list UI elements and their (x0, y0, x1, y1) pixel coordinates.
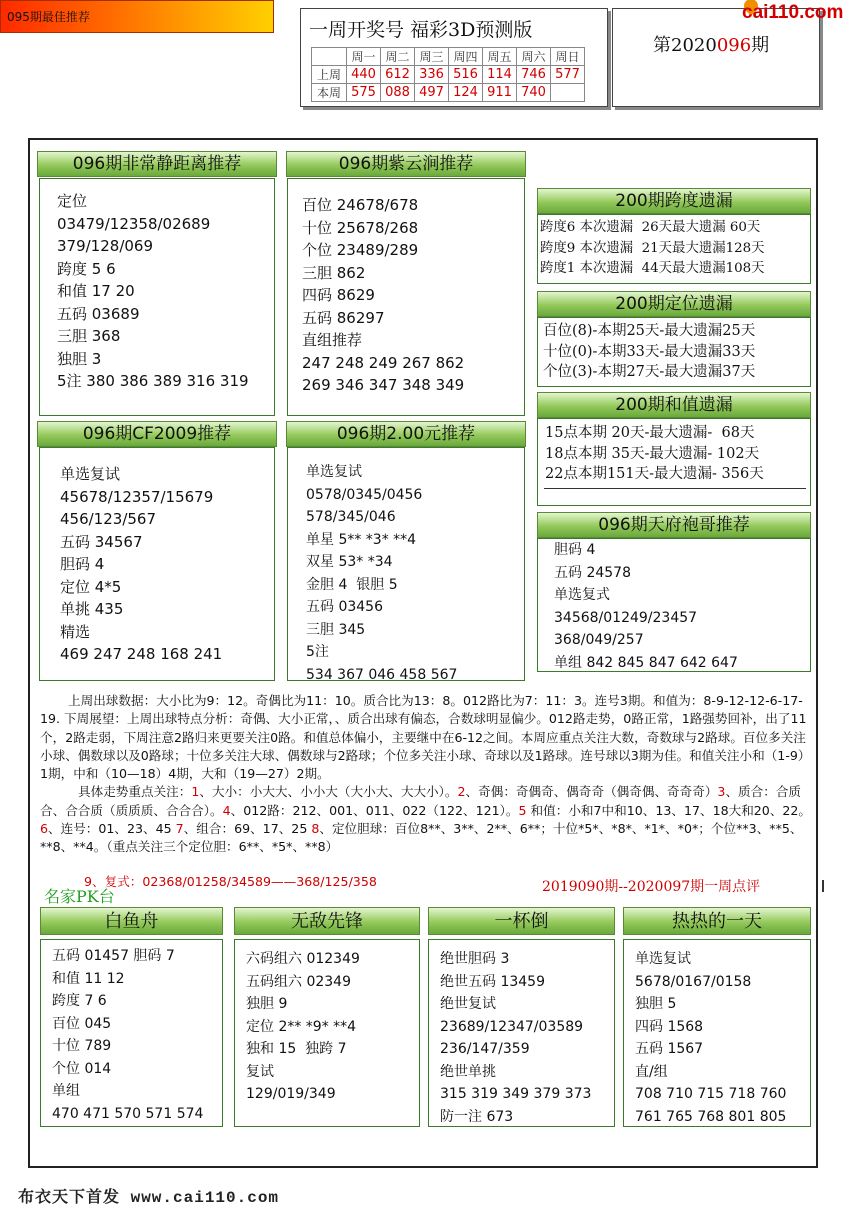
panel-line: 十位(0)-本期33天-最大遗漏33天 (543, 343, 756, 360)
best-pick-banner: 095期最佳推荐 (0, 0, 274, 33)
draw-number: 575 (347, 84, 381, 102)
panel-line: 315 319 349 379 373 (440, 1086, 592, 1102)
panel-line: 百位 24678/678 (302, 196, 419, 214)
panel-line: 独胆 5 (635, 996, 677, 1012)
header-title: 一周开奖号 福彩3D预测版 (309, 19, 533, 41)
draw-number: 577 (551, 66, 585, 84)
panel-title: 096期紫云涧推荐 (286, 151, 526, 177)
panel-line: 跨度 5 6 (57, 259, 116, 278)
panel-line: 761 765 768 801 805 (635, 1108, 787, 1125)
panel-line: 个位 23489/289 (302, 241, 419, 259)
draw-number: 746 (517, 66, 551, 84)
panel-line: 四码 8629 (302, 286, 375, 304)
panel-line: 十位 25678/268 (302, 218, 419, 237)
panel-line: 双星 53* *34 (306, 554, 393, 570)
row-label: 本周 (312, 84, 347, 102)
pk-card-title: 白鱼舟 (40, 907, 223, 935)
panel-line: 防一注 673 (440, 1108, 514, 1125)
panel-line: 定位 (57, 192, 88, 210)
draw-number: 497 (415, 84, 449, 102)
panel-title: 096期2.00元推荐 (286, 421, 526, 447)
panel-line: 绝世胆码 3 (440, 951, 510, 967)
panel-line: 22点本期151天-最大遗漏- 356天 (545, 466, 764, 482)
panel-line: 胆码 4 (60, 555, 105, 573)
panel-kuadu-body (540, 218, 765, 280)
panel-title: 096期非常静距离推荐 (37, 151, 277, 177)
pk-period: 2019090期--2020097期一周点评 (542, 879, 761, 895)
item-number: 2 (457, 784, 466, 800)
fushi-line: 9、复式：02368/01258/34589——368/125/358 (84, 874, 377, 889)
panel-line: 五码 24578 (554, 564, 631, 581)
panel-line: 和值 17 20 (57, 282, 135, 300)
issue-number: 第2020096期 (653, 35, 770, 56)
panel-line: 单选复式 (554, 587, 610, 603)
panel-ziyunjian-body (302, 194, 464, 397)
panel-line: 236/147/359 (440, 1041, 530, 1057)
panel-title: 200期跨度遗漏 (537, 188, 811, 214)
panel-line: 百位 045 (52, 1015, 112, 1032)
day-label: 周五 (483, 48, 517, 66)
panel-title: 200期定位遗漏 (537, 291, 811, 317)
draw-number: 124 (449, 84, 483, 102)
panel-line: 18点本期 35天-最大遗漏- 102天 (545, 445, 760, 462)
panel-line: 456/123/567 (60, 510, 156, 528)
panel-yuan2-body (306, 461, 457, 686)
panel-line: 470 471 570 571 574 (52, 1105, 204, 1122)
trend-analysis (40, 692, 812, 857)
panel-line: 跨度1 本次遗漏 44天最大遗漏108天 (540, 261, 765, 276)
panel-line: 15点本期 20天-最大遗漏- 68天 (545, 425, 755, 441)
panel-line: 534 367 046 458 567 (306, 666, 458, 683)
panel-line: 绝世复试 (440, 996, 496, 1012)
row-label: 上周 (312, 66, 347, 84)
panel-line: 五码 34567 (60, 532, 143, 551)
panel-line: 四码 1568 (635, 1018, 704, 1035)
panel-line: 六码组六 012349 (246, 951, 360, 967)
panel-line: 23689/12347/03589 (440, 1018, 584, 1035)
panel-line: 五码 03456 (306, 599, 383, 615)
panel-line: 379/128/069 (57, 237, 153, 255)
panel-tianfu-body (554, 540, 738, 675)
panel-title: 096期CF2009推荐 (37, 421, 277, 447)
draw-number: 612 (381, 66, 415, 84)
panel-line: 胆码 4 (554, 542, 596, 558)
panel-jingjuli-body (57, 190, 249, 393)
panel-line: 5678/0167/0158 (635, 973, 752, 990)
item-number: 8 (311, 821, 320, 837)
panel-line: 469 247 248 168 241 (60, 645, 223, 663)
panel-line: 单组 842 845 847 642 647 (554, 654, 738, 671)
panel-line: 绝世单挑 (440, 1063, 496, 1080)
item-number: 7 (175, 821, 184, 837)
item-text: 、012路：212、001、011、022（122、121）。 (230, 802, 519, 818)
day-label: 周四 (449, 48, 483, 66)
panel-cf2009-body (60, 463, 222, 666)
panel-line: 单星 5** *3* **4 (306, 531, 417, 548)
pk-card-title: 热热的一天 (623, 907, 811, 935)
panel-line: 精选 (60, 622, 91, 641)
item-text: 和值：小和7中和10、13、17、18大和20、22。 (526, 802, 812, 818)
item-number: 1 (191, 784, 200, 800)
panel-line: 金胆 4 银胆 5 (306, 576, 398, 593)
panel-title: 200期和值遗漏 (537, 392, 811, 418)
panel-line: 五码 1567 (635, 1041, 704, 1057)
day-label: 周六 (517, 48, 551, 66)
pk-card-body (635, 949, 786, 1129)
panel-line: 0578/0345/0456 (306, 486, 423, 503)
panel-line: 三胆 345 (306, 621, 366, 638)
panel-line: 绝世五码 13459 (440, 973, 545, 990)
item-text: 、大小：小大大、小小大（大小大、大大小）。 (199, 784, 458, 800)
day-label: 周日 (551, 48, 585, 66)
item-number: 5 (518, 802, 527, 818)
draw-number: 440 (347, 66, 381, 84)
analysis-summary: 上周出球数据：大小比为9：12。奇偶比为11：10。质合比为13：8。012路比为7：11：3。连号3期。和值为：8-9-12-12-6-17-19. 下周展望：上周出球特点分析：奇偶、大小正常，、质合出球有偏态，合数球明显偏少。012路走势，0路正常，1路强势回补，出了11个，2路走弱，下周注意2路归来更要关注0路。和值总体偏小，主要继中在6-12之间。本周应重点关注大数，奇数球与2路球。百位多关注小球、偶数球以及0路球；十位多关注大球、偶数球与2路球；个位多关注小球、奇球以及1路球。连号球以3期为佳。和值关注小和（1-9）1期，中和（10—18）4期，大和（19—27）2期。 (40, 693, 811, 782)
panel-line: 定位 2** *9* **4 (246, 1018, 357, 1035)
item-number: 3 (717, 784, 726, 800)
panel-line: 独胆 3 (57, 349, 102, 368)
panel-line: 708 710 715 718 760 (635, 1086, 787, 1102)
panel-line: 45678/12357/15679 (60, 487, 214, 506)
draw-number: 740 (517, 84, 551, 102)
pk-card-title: 一杯倒 (428, 907, 615, 935)
analysis-focus: 具体走势重点关注：1、大小：小大大、小小大（大小大、大大小）。2、奇偶：奇偶奇、偶奇奇（偶奇偶、奇奇奇）3、质合：合质合、合合质（质质质、合合合）。4、012路：212、001、011、022（122、121）。5 和值：小和7中和10、13、17、18大和20、22。6、连号：01、23、45 7、组合：69、17、25 8、定位胆球：百位8**、3**、2**、6**；十位*5*、*8*、*1*、*0*；个位**3、**5、**8、**4。（重点关注三个定位胆：6**、*5*、**8） (40, 784, 812, 855)
panel-line: 34568/01249/23457 (554, 609, 698, 626)
panel-line: 复试 (246, 1063, 274, 1080)
panel-line: 跨度6 本次遗漏 26天最大遗漏 60天 (540, 220, 761, 235)
pk-card-body (52, 946, 203, 1126)
panel-line: 和值 11 12 (52, 970, 125, 987)
panel-line: 五码 03689 (57, 304, 140, 323)
panel-line: 5注 380 386 389 316 319 (57, 372, 249, 390)
panel-line: 368/049/257 (554, 632, 644, 648)
panel-line: 个位(3)-本期27天-最大遗漏37天 (543, 364, 756, 380)
panel-line: 578/345/046 (306, 509, 396, 525)
draw-number: 114 (483, 66, 517, 84)
panel-dingwei-body (543, 320, 755, 382)
panel-line: 247 248 249 267 862 (302, 353, 465, 372)
panel-line: 定位 4*5 (60, 577, 122, 596)
weekly-draw-table (300, 8, 608, 107)
pk-card-body (246, 949, 360, 1107)
day-label: 周一 (347, 48, 381, 66)
panel-line: 五码 01457 胆码 7 (52, 948, 175, 964)
panel-line: 单选复试 (635, 951, 691, 967)
panel-line: 百位(8)-本期25天-最大遗漏25天 (543, 323, 756, 339)
panel-line: 单组 (52, 1083, 80, 1099)
panel-line: 五码组六 02349 (246, 973, 351, 990)
panel-hezhi-body (545, 422, 764, 484)
item-number: 4 (222, 802, 231, 818)
pk-card-title: 无敌先锋 (234, 907, 420, 935)
panel-line: 单选复试 (306, 464, 362, 480)
pk-title: 名家PK台 (44, 887, 115, 906)
day-label: 周二 (381, 48, 415, 66)
panel-line: 三胆 368 (57, 327, 121, 345)
panel-line: 直/组 (635, 1063, 668, 1080)
site-logo[interactable]: cai110.com (742, 2, 844, 23)
item-text: 、连号：01、23、45 (48, 821, 176, 837)
panel-line: 直组推荐 (302, 331, 363, 349)
draw-number (551, 84, 585, 102)
pk-card-body (440, 949, 591, 1129)
panel-line: 十位 789 (52, 1038, 112, 1054)
divider (544, 488, 806, 489)
draw-grid (311, 47, 585, 102)
panel-line: 129/019/349 (246, 1086, 336, 1102)
panel-line: 03479/12358/02689 (57, 214, 211, 233)
panel-line: 独胆 9 (246, 996, 288, 1012)
panel-line: 5注 (306, 644, 329, 660)
draw-number: 336 (415, 66, 449, 84)
item-number: 6 (40, 821, 49, 837)
panel-line: 269 346 347 348 349 (302, 376, 465, 394)
item-text: 、组合：69、17、25 (183, 821, 312, 837)
draw-number: 911 (483, 84, 517, 102)
panel-line: 三胆 862 (302, 263, 366, 282)
panel-line: 跨度 7 6 (52, 993, 107, 1009)
item-text: 、质合：合质合、合合质（质质质、合合合）。 (40, 784, 801, 818)
panel-line: 单挑 435 (60, 600, 124, 618)
panel-line: 独和 15 独跨 7 (246, 1041, 347, 1057)
item-text: 、定位胆球：百位8**、3**、2**、6**；十位*5*、*8*、*1*、*0*；个位**3、**5、**8、**4。（重点关注三个定位胆：6**、*5*、**8） (40, 821, 803, 855)
panel-line: 单选复试 (60, 465, 121, 483)
day-label: 周三 (415, 48, 449, 66)
panel-line: 跨度9 本次遗漏 21天最大遗漏128天 (540, 240, 765, 256)
footer: 布衣天下首发 www.cai110.com (18, 1189, 280, 1207)
item-text: 、奇偶：奇偶奇、偶奇奇（偶奇偶、奇奇奇） (465, 784, 718, 800)
panel-title: 096期天府袍哥推荐 (537, 512, 811, 538)
draw-number: 516 (449, 66, 483, 84)
panel-line: 五码 86297 (302, 308, 385, 327)
draw-number: 088 (381, 84, 415, 102)
panel-line: 个位 014 (52, 1060, 112, 1077)
